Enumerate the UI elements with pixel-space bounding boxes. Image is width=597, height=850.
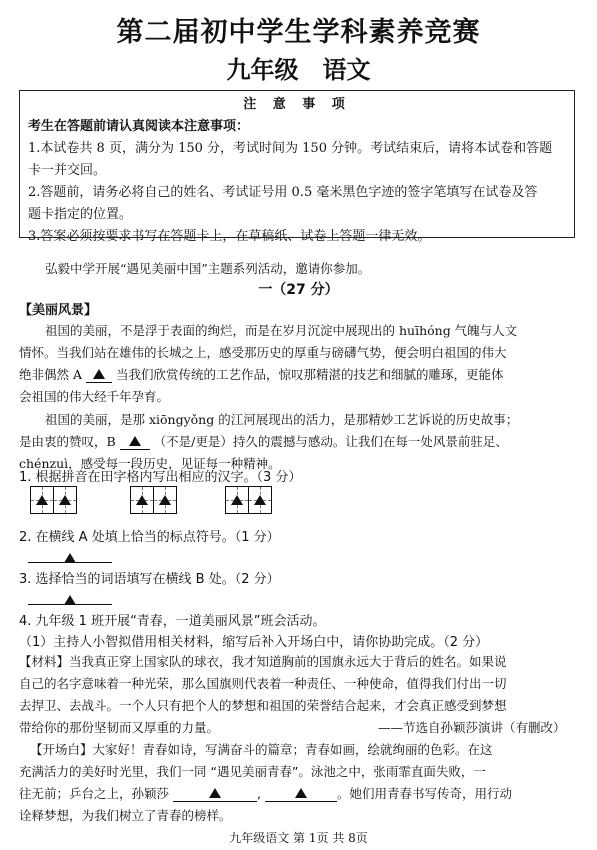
tianzige-cell[interactable] [130, 486, 154, 514]
passage-line [19, 432, 508, 450]
section-subheading: 【美丽风景】 [19, 303, 98, 318]
material-line: 自己的名字意味着一种光荣，那么国旗则代表着一种责任、一种使命，值得我们付出一切 [19, 676, 507, 691]
opening-line: 往无前；乒台之上，孙颖莎 , 。她们用青春书写传奇，用行动 [19, 786, 512, 801]
material-line: 去捍卫、去战斗。一个人只有把个人的梦想和祖国的荣誉结合起来，才会真正感受到梦想 [19, 698, 507, 713]
tianzige-cell[interactable] [154, 486, 177, 514]
material-line: 带给你的那份坚韧而又厚重的力量。 [19, 720, 220, 735]
tianzige-cell[interactable] [225, 486, 249, 514]
material-line: 【材料】当我真正穿上国家队的球衣，我才知道胸前的国旗永远大于背后的姓名。如果说 [19, 654, 507, 669]
triangle-icon [159, 495, 171, 505]
notice-item: 题卡指定的位置。 [28, 207, 133, 222]
opening-line: 诠释梦想，为我们树立了青春的榜样。 [19, 808, 232, 823]
tianzige-cell[interactable] [54, 486, 77, 514]
passage-text: （不是/更是）持久的震撼与感动。让我们在每一处风景前驻足、 [153, 434, 508, 449]
passage-line [19, 365, 504, 383]
notice-item: 1.本试卷共 8 页，满分为 150 分，考试时间为 150 分钟。考试结束后，请将本试卷和答题 [28, 141, 553, 156]
blank-b[interactable] [120, 434, 150, 450]
opening-blank-2[interactable] [265, 786, 337, 802]
triangle-icon [254, 495, 266, 505]
opening-text: 往无前；乒台之上，孙颖莎 [19, 786, 170, 801]
triangle-icon [295, 788, 307, 798]
triangle-icon [64, 595, 76, 605]
question-2: 2. 在横线 A 处填上恰当的标点符号。（1 分） [19, 530, 280, 545]
question-4-1: （1）主持人小智拟借用相关材料，缩写后补入开场白中，请你协助完成。（2 分） [19, 635, 489, 650]
triangle-icon [59, 495, 71, 505]
tianzige-group-2 [130, 486, 177, 516]
tianzige-group-1 [30, 486, 77, 516]
triangle-icon [129, 436, 141, 446]
passage-line: 情怀。当我们站在雄伟的长城之上，感受那历史的厚重与磅礴气势，便会明白祖国的伟大 [19, 345, 507, 360]
opening-blank-1[interactable] [173, 786, 257, 802]
notice-heading: 注 意 事 项 [243, 97, 351, 112]
notice-item: 2.答题前，请务必将自己的姓名、考试证号用 0.5 毫米黑色字迹的签字笔填写在试卷及答 [28, 185, 538, 200]
question-3: 3. 选择恰当的词语填写在横线 B 处。（2 分） [19, 572, 280, 587]
passage-text: 是由衷的赞叹，B [19, 434, 116, 449]
intro-line: 弘毅中学开展“遇见美丽中国”主题系列活动，邀请你参加。 [45, 261, 371, 276]
triangle-icon [231, 495, 243, 505]
triangle-icon [64, 553, 76, 563]
question-1: 1. 根据拼音在田字格内写出相应的汉字。（3 分） [19, 470, 302, 485]
opening-text: 。她们用青春书写传奇，用行动 [336, 786, 512, 801]
passage-text: 当我们欣赏传统的工艺作品，惊叹那精湛的技艺和细腻的雕琢，更能体 [115, 367, 504, 382]
notice-box [19, 90, 575, 244]
notice-item: 卡一并交回。 [28, 163, 107, 178]
triangle-icon [93, 369, 105, 379]
notice-intro: 考生在答题前请认真阅读本注意事项： [28, 119, 250, 134]
page-footer: 九年级语文 第 1页 共 8页 [229, 831, 368, 845]
answer-blank-2[interactable] [28, 548, 112, 563]
question-4: 4. 九年级 1 班开展“青春，一道美丽风景”班会活动。 [19, 614, 326, 629]
passage-text: 绝非偶然 A [19, 367, 83, 382]
triangle-icon [136, 495, 148, 505]
blank-a[interactable] [86, 367, 112, 383]
exam-title: 第二届初中学生学科素养竞赛 [116, 17, 481, 48]
section-heading: 一（27 分） [258, 282, 339, 298]
exam-subtitle: 九年级 语文 [226, 56, 371, 84]
passage-line: 会祖国的伟大经千年孕育。 [19, 389, 170, 404]
answer-blank-3[interactable] [28, 590, 112, 605]
notice-item: 3.答案必须按要求书写在答题卡上，在草稿纸、试卷上答题一律无效。 [28, 229, 431, 244]
tianzige-cell[interactable] [30, 486, 54, 514]
material-source: ——节选自孙颖莎演讲（有删改） [378, 720, 566, 735]
tianzige-group-3 [225, 486, 272, 516]
opening-line: 充满活力的美好时光里，我们一同 “遇见美丽青春”。泳池之中，张雨霏直面失败，一 [19, 764, 486, 779]
passage-line: 祖国的美丽，不是浮于表面的绚烂，而是在岁月沉淀中展现出的 huīhóng 气魄与人文 [45, 323, 518, 338]
opening-line: 【开场白】大家好！青春如诗，写满奋斗的篇章；青春如画，绘就绚丽的色彩。在这 [30, 742, 493, 757]
passage-line: chénzuì，感受每一段历史，见证每一种精神。 [19, 456, 281, 471]
triangle-icon [36, 495, 48, 505]
passage-line: 祖国的美丽，是那 xiōngyǒng 的江河展现出的活力，是那精妙工艺诉说的历史故事； [45, 412, 519, 427]
triangle-icon [209, 788, 221, 798]
tianzige-cell[interactable] [249, 486, 272, 514]
